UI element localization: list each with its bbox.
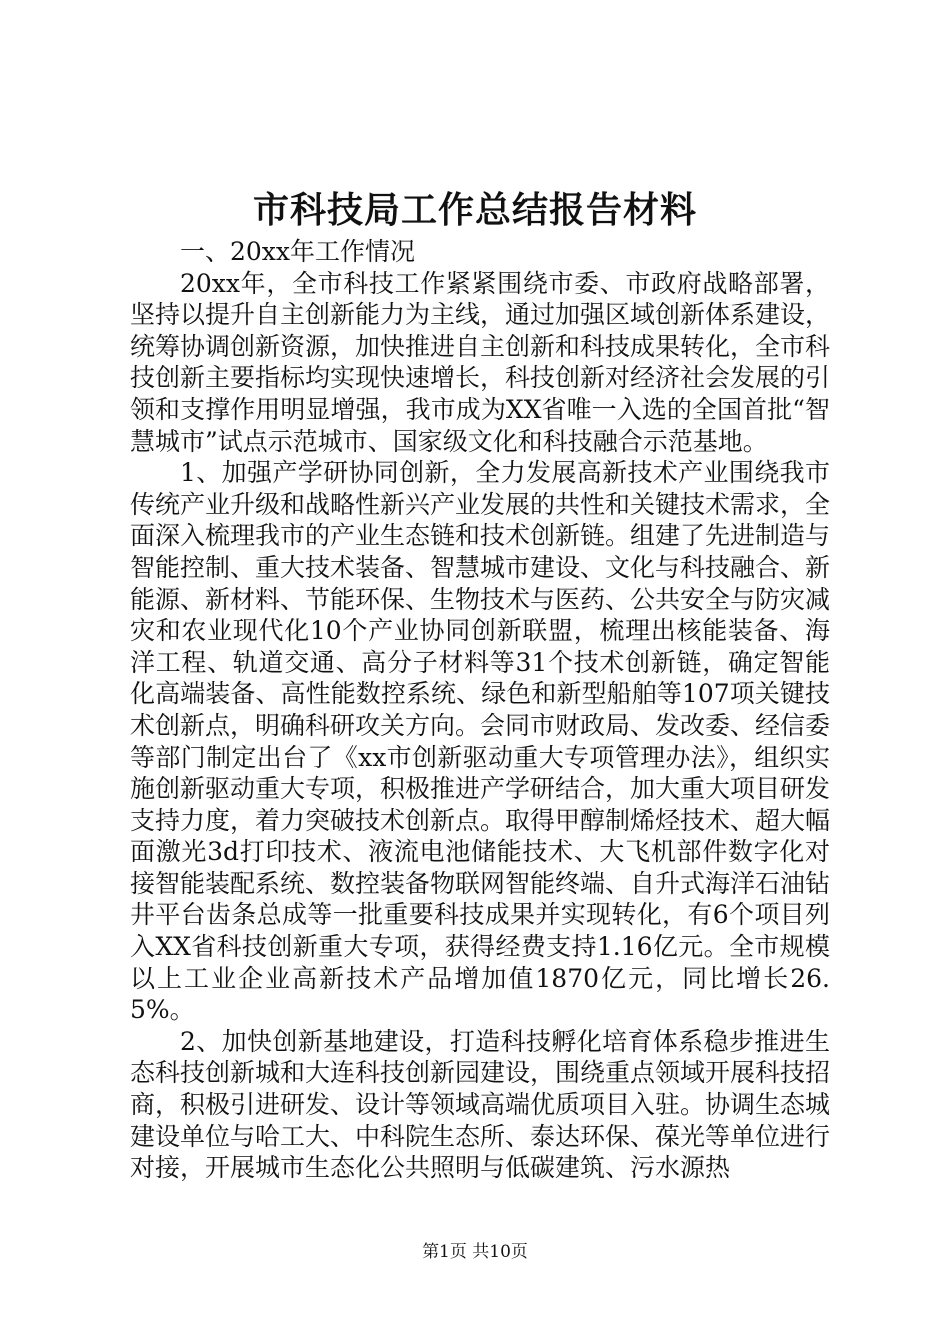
section-heading: 一、20xx年工作情况 <box>180 237 416 266</box>
document-body <box>130 236 830 1184</box>
paragraph-item-2: 2、加快创新基地建设，打造科技孵化培育体系稳步推进生态科技创新城和大连科技创新园建设，围绕重点领域开展科技招商，积极引进研发、设计等领域高端优质项目入驻。协调生态城建设单位与哈工大、中科院生态所、泰达环保、葆光等单位进行对接，开展城市生态化公共照明与低碳建筑、污水源热 <box>130 1026 831 1183</box>
page-number-footer: 第1页 共10页 <box>422 1242 528 1262</box>
paragraph-overview: 20xx年，全市科技工作紧紧围绕市委、市政府战略部署，坚持以提升自主创新能力为主线，通过加强区域创新体系建设，统筹协调创新资源，加快推进自主创新和科技成果转化，全市科技创新主要指标均实现快速增长，科技创新对经济社会发展的引领和支撑作用明显增强，我市成为XX省唯一入选的全国首批“智慧城市”试点示范城市、国家级文化和科技融合示范基地。 <box>130 268 831 456</box>
document-title: 市科技局工作总结报告材料 <box>252 189 697 231</box>
paragraph-item-1: 1、加强产学研协同创新，全力发展高新技术产业围绕我市传统产业升级和战略性新兴产业发展的共性和关键技术需求，全面深入梳理我市的产业生态链和技术创新链。组建了先进制造与智能控制、重大技术装备、智慧城市建设、文化与科技融合、新能源、新材料、节能环保、生物技术与医药、公共安全与防灾减灾和农业现代化10个产业协同创新联盟，梳理出核能装备、海洋工程、轨道交通、高分子材料等31个技术创新链，确定智能化高端装备、高性能数控系统、绿色和新型船舶等107项关键技术创新点，明确科研攻关方向。会同市财政局、发改委、经信委等部门制定出台了《xx市创新驱动重大专项管理办法》，组织实施创新驱动重大专项，积极推进产学研结合，加大重大项目研发支持力度，着力突破技术创新点。取得甲醇制烯烃技术、超大幅面激光3d打印技术、液流电池储能技术、大飞机部件数字化对接智能装配系统、数控装备物联网智能终端、自升式海洋石油钻井平台齿条总成等一批重要科技成果并实现转化，有6个项目列入XX省科技创新重大专项，获得经费支持1.16亿元。全市规模以上工业企业高新技术产品增加值1870亿元，同比增长26.5%。 <box>130 458 831 1025</box>
